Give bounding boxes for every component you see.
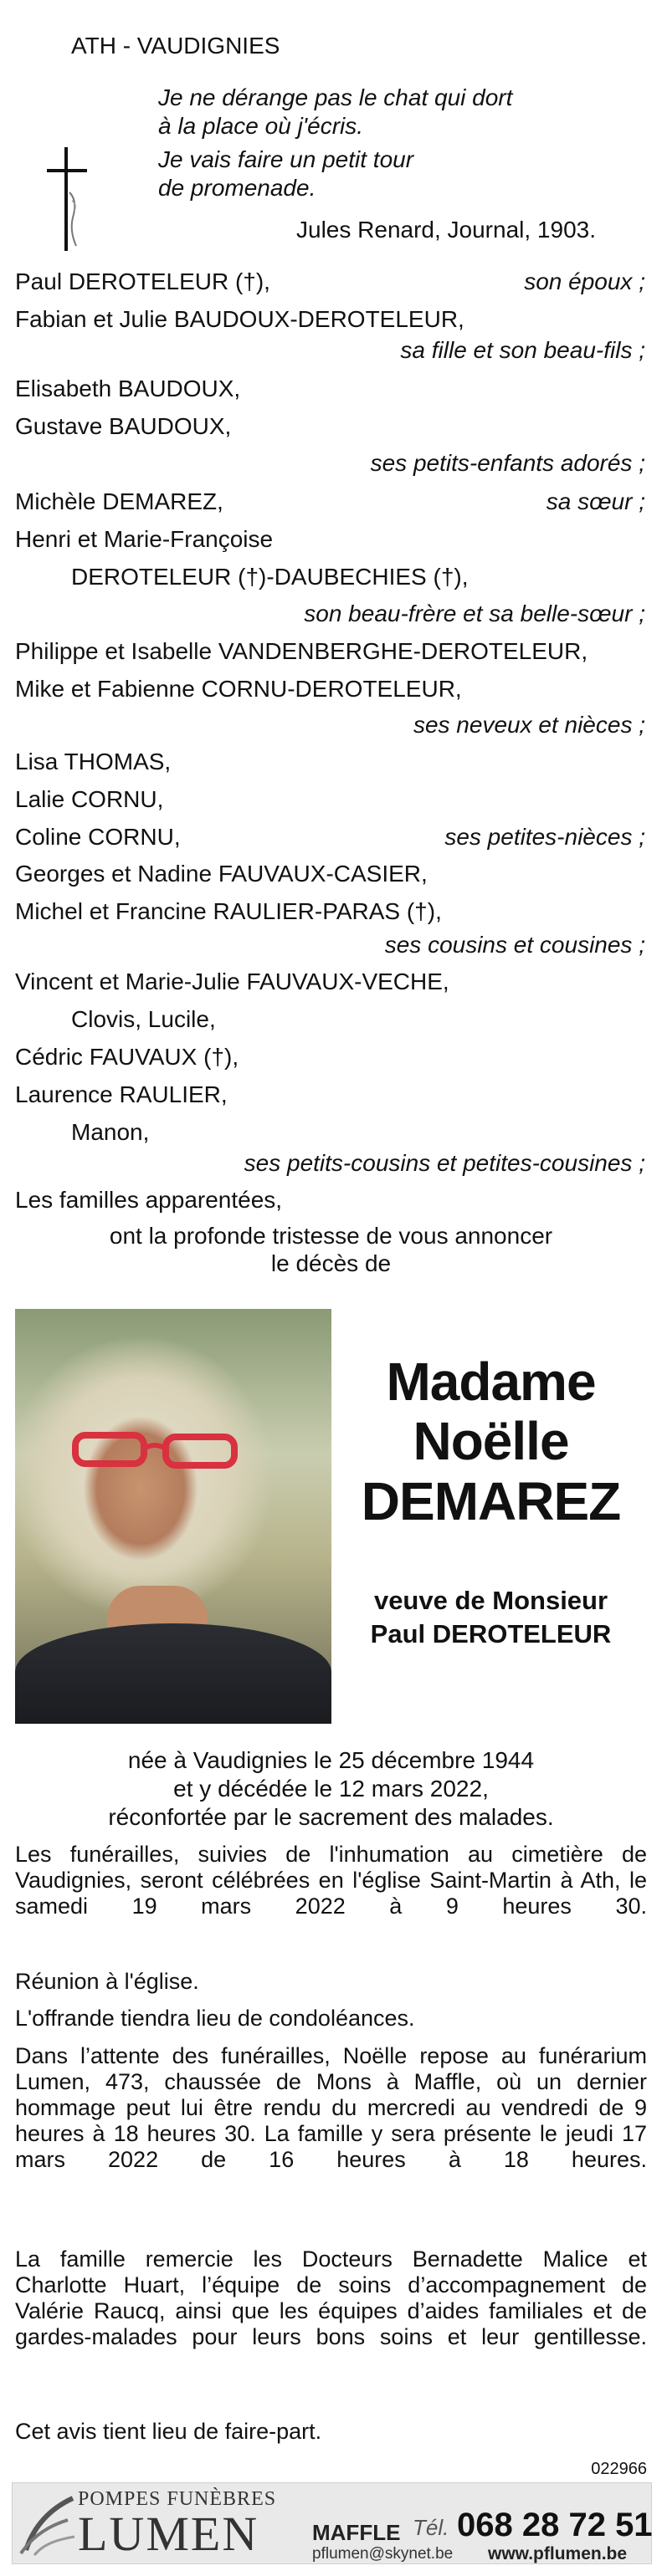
tel-label: Tél. bbox=[413, 2515, 449, 2540]
family-name: Michel et Francine RAULIER-PARAS (†), bbox=[15, 898, 442, 924]
family-name: DEROTELEUR (†)-DAUBECHIES (†), bbox=[71, 564, 469, 590]
website-link[interactable]: www.pflumen.be bbox=[488, 2544, 628, 2563]
family-name: Georges et Nadine FAUVAUX-CASIER, bbox=[15, 861, 428, 887]
family-relation: sa fille et son beau-fils ; bbox=[400, 337, 645, 363]
brand-name: LUMEN bbox=[78, 2507, 259, 2561]
brand-top: POMPES FUNÈBRES bbox=[78, 2488, 277, 2510]
family-name: Manon, bbox=[71, 1119, 150, 1145]
family-relation: son époux ; bbox=[524, 268, 645, 294]
funerarium-paragraph: Dans l’attente des funérailles, Noëlle repose au funérarium Lumen, 473, chaussée de Mons à Maffle, où un dernier hommage peut lui être rendu du mercredi au vendredi de 9 heures à 18 heures 30. La famille y sera présente le jeudi 17 mars 2022 de 16 heures à 18 heures. bbox=[15, 2043, 647, 2172]
town-label: MAFFLE bbox=[312, 2520, 401, 2545]
meeting-paragraph: Réunion à l'église. bbox=[15, 1969, 199, 1994]
widow-line: Paul DEROTELEUR bbox=[370, 1619, 612, 1648]
poem-line: Je vais faire un petit tour bbox=[158, 146, 414, 172]
family-relation: ses petits-enfants adorés ; bbox=[370, 450, 645, 476]
poem-line: Je ne dérange pas le chat qui dort bbox=[158, 84, 513, 110]
poem-line: à la place où j'écris. bbox=[158, 113, 364, 139]
family-relation: ses petites-nièces ; bbox=[444, 824, 645, 850]
deceased-title: Madame bbox=[386, 1352, 596, 1412]
family-name: Henri et Marie-Françoise bbox=[15, 526, 274, 552]
family-name: Mike et Fabienne CORNU-DEROTELEUR, bbox=[15, 676, 462, 702]
family-relation: ses neveux et nièces ; bbox=[413, 712, 645, 738]
portrait-photo bbox=[15, 1309, 331, 1724]
announcement-line: le décès de bbox=[270, 1250, 392, 1276]
family-name: Lalie CORNU, bbox=[15, 786, 164, 812]
widow-line: veuve de Monsieur bbox=[373, 1586, 608, 1615]
poem-attribution: Jules Renard, Journal, 1903. bbox=[296, 217, 596, 243]
family-relation: son beau-frère et sa belle-sœur ; bbox=[304, 601, 645, 626]
family-name: Gustave BAUDOUX, bbox=[15, 413, 232, 439]
announcement-line: ont la profonde tristesse de vous annoncer bbox=[109, 1223, 553, 1249]
notice-paragraph: Cet avis tient lieu de faire-part. bbox=[15, 2419, 322, 2444]
sacrament-line: réconfortée par le sacrement des malades. bbox=[108, 1804, 554, 1830]
birth-line: née à Vaudignies le 25 décembre 1944 bbox=[127, 1747, 535, 1773]
portrait-glasses bbox=[72, 1430, 239, 1469]
family-name: Les familles apparentées, bbox=[15, 1187, 283, 1213]
family-name: Paul DEROTELEUR (†), bbox=[15, 268, 270, 294]
poem-line: de promenade. bbox=[158, 175, 316, 201]
deceased-first-name: Noëlle bbox=[413, 1411, 569, 1471]
family-relation: ses cousins et cousines ; bbox=[384, 932, 645, 958]
cross-icon bbox=[44, 147, 92, 251]
lumen-logo-icon bbox=[18, 2492, 78, 2557]
offering-paragraph: L'offrande tiendra lieu de condoléances. bbox=[15, 2006, 415, 2031]
family-name: Clovis, Lucile, bbox=[71, 1006, 216, 1032]
family-name: Fabian et Julie BAUDOUX-DEROTELEUR, bbox=[15, 306, 464, 332]
funeral-paragraph: Les funérailles, suivies de l'inhumation au cimetière de Vaudignies, seront célébrées en l'église Saint-Martin à Ath, le samedi 19 mars 2022 à 9 heures 30. bbox=[15, 1842, 647, 1919]
portrait-clothing bbox=[15, 1623, 331, 1724]
family-name: Lisa THOMAS, bbox=[15, 749, 172, 774]
email-address[interactable]: pflumen@skynet.be bbox=[312, 2545, 454, 2563]
funeral-home-banner bbox=[12, 2482, 652, 2564]
family-name: Philippe et Isabelle VANDENBERGHE-DEROTELEUR, bbox=[15, 638, 588, 664]
family-relation: sa sœur ; bbox=[546, 488, 645, 514]
family-relation: ses petits-cousins et petites-cousines ; bbox=[244, 1150, 645, 1176]
deceased-last-name: DEMAREZ bbox=[361, 1471, 621, 1531]
thanks-paragraph: La famille remercie les Docteurs Bernadette Malice et Charlotte Huart, l’équipe de soins d’accompagnement de Valérie Raucq, ainsi que les équipes d’aides familiales et de gardes-malades pour leurs bons soins et leur gentillesse. bbox=[15, 2246, 647, 2349]
phone-number: 068 28 72 51 bbox=[457, 2507, 653, 2543]
family-name: Michèle DEMAREZ, bbox=[15, 488, 223, 514]
family-name: Vincent et Marie-Julie FAUVAUX-VECHE, bbox=[15, 969, 449, 994]
family-name: Coline CORNU, bbox=[15, 824, 181, 850]
location-heading: ATH - VAUDIGNIES bbox=[71, 33, 280, 59]
death-line: et y décédée le 12 mars 2022, bbox=[173, 1776, 489, 1802]
family-name: Cédric FAUVAUX (†), bbox=[15, 1044, 239, 1070]
family-name: Laurence RAULIER, bbox=[15, 1081, 228, 1107]
reference-number: 022966 bbox=[591, 2460, 647, 2478]
family-name: Elisabeth BAUDOUX, bbox=[15, 376, 241, 401]
